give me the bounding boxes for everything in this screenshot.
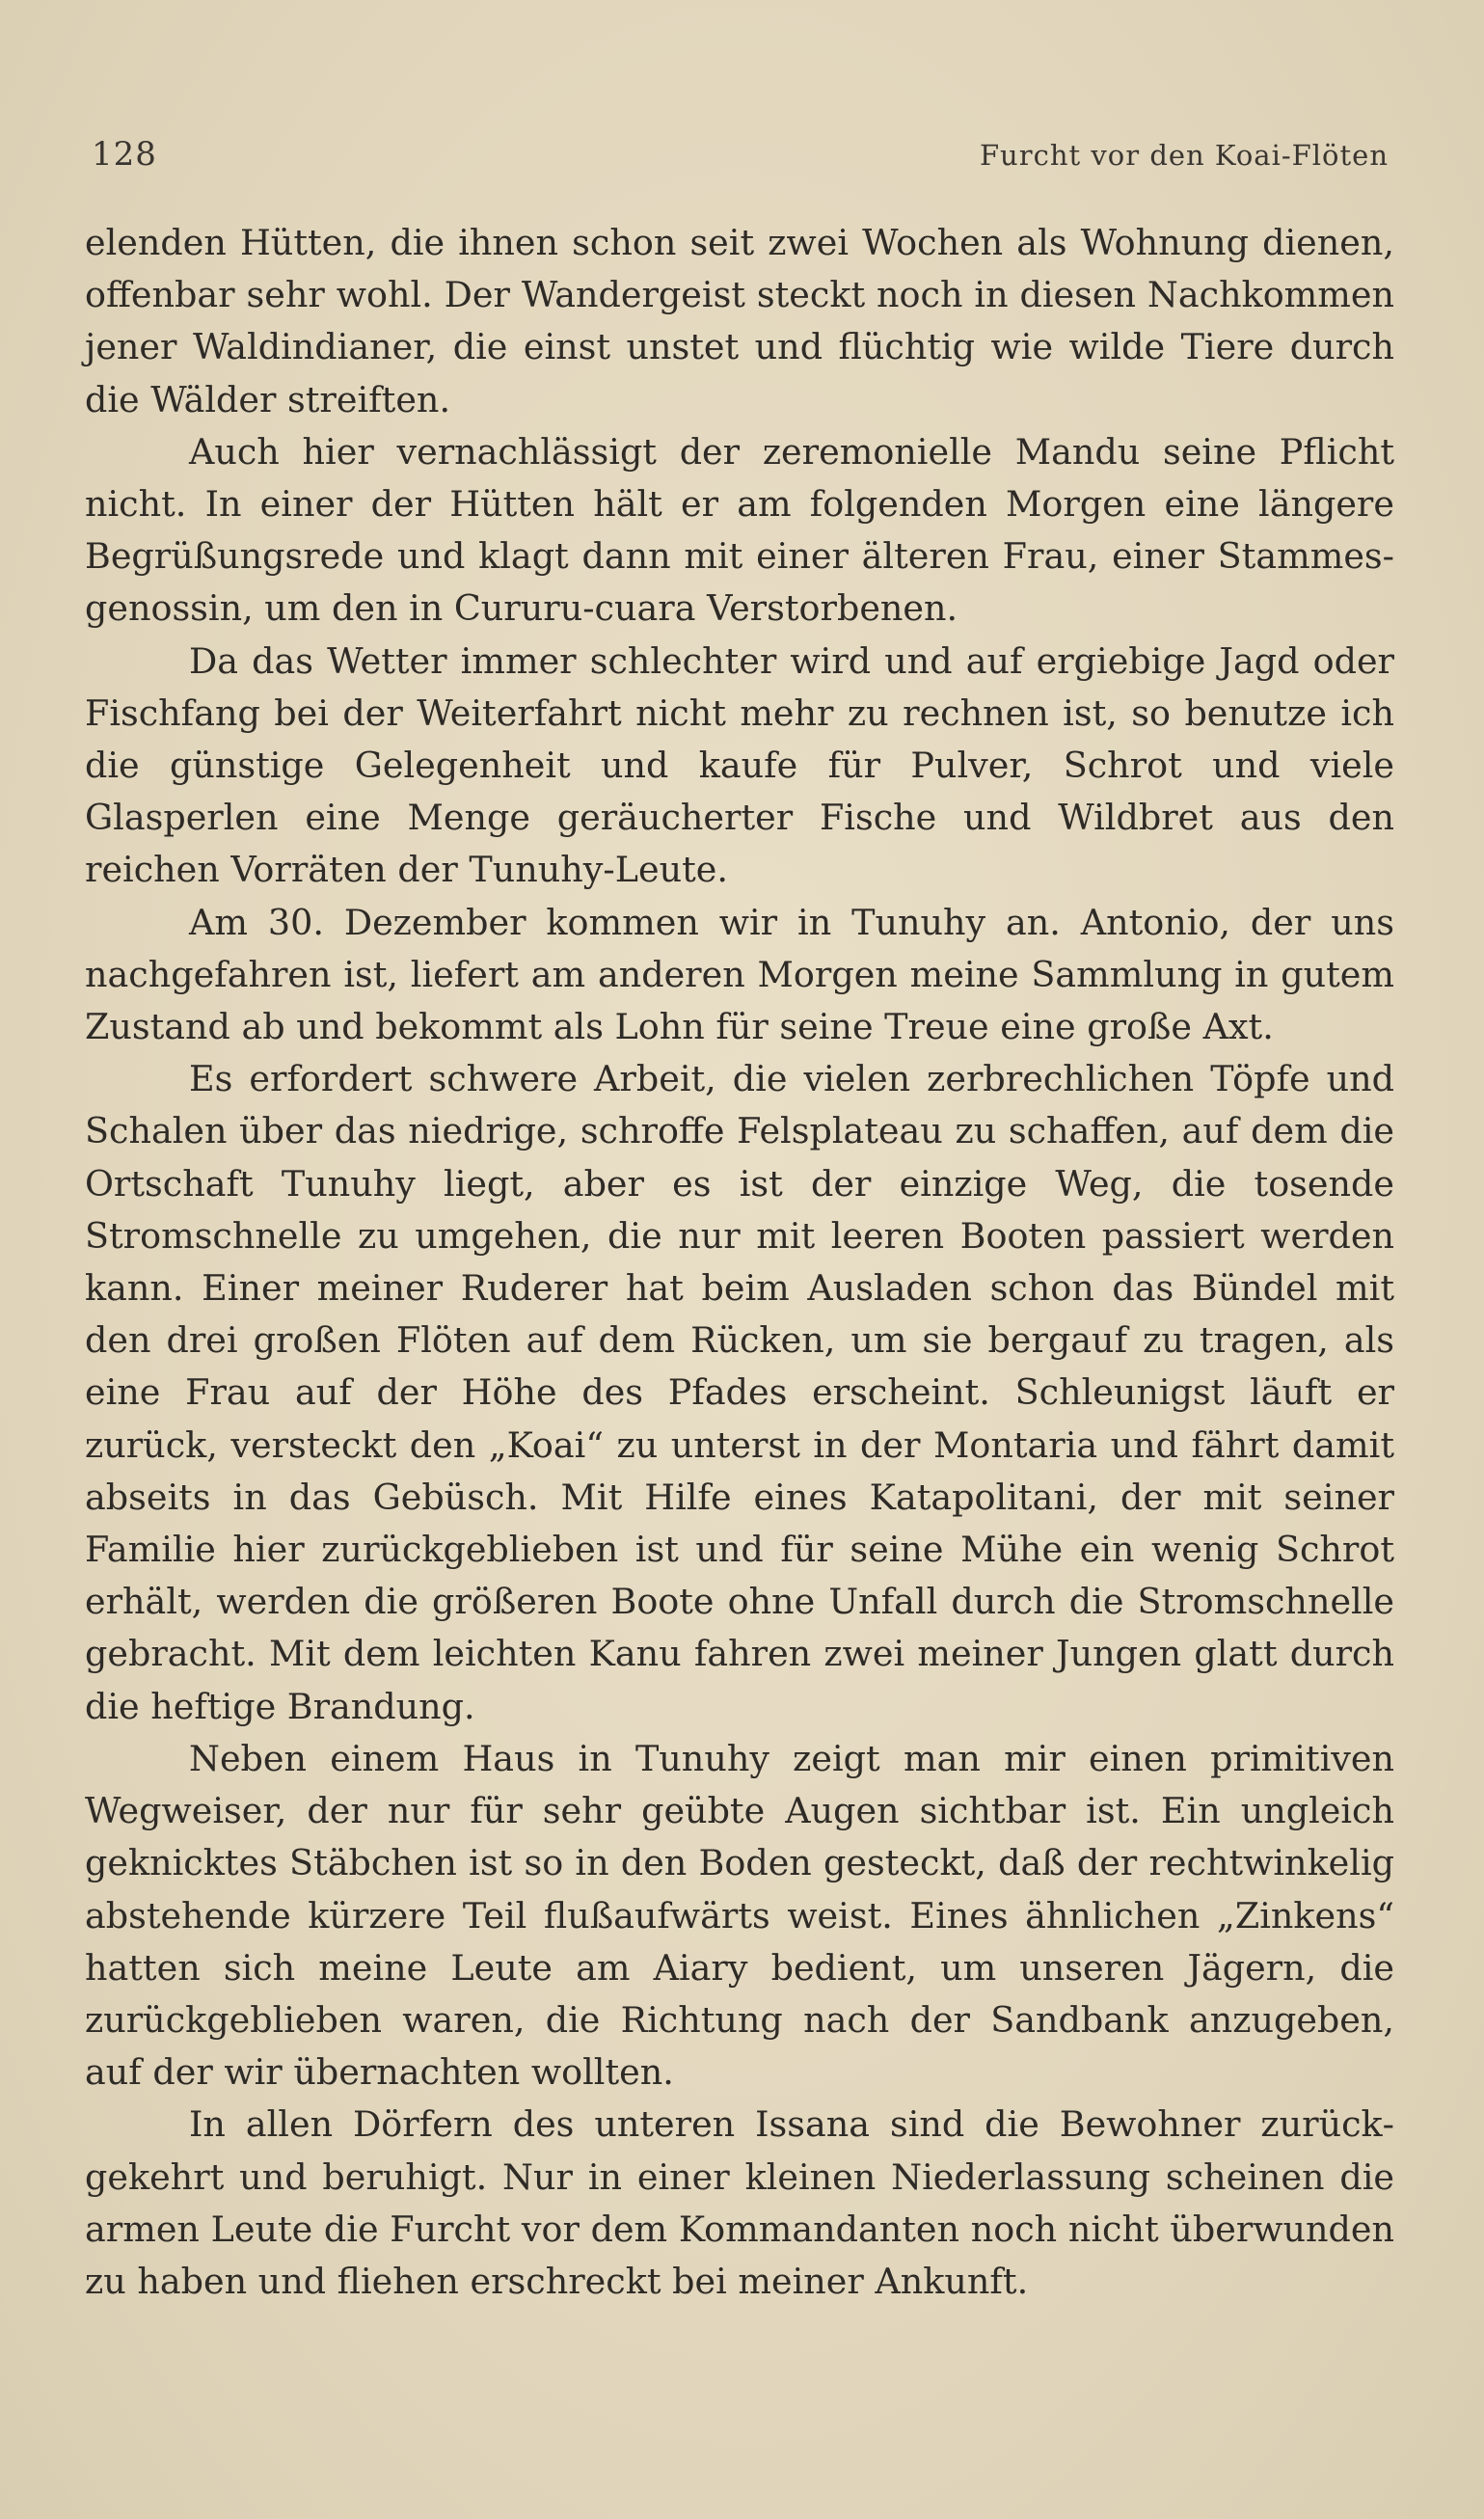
page-header: [92, 135, 1389, 183]
paragraph: Da das Wetter immer schlechter wird und auf ergiebige Jagd oder Fischfang bei der Weiterfahrt nicht mehr zu rechnen ist, so benutze ich die günstige Gelegenheit und kaufe für Pulver, Schrot und viele Glasperlen eine Menge geräucherter Fische und Wildbret aus den reichen Vorräten der Tunuhy-Leute.: [85, 639, 1394, 891]
paragraph: In allen Dörfern des unteren Issana sind die Bewohner zurückgekehrt und beruhigt. Nur in einer kleinen Niederlassung scheinen die armen Leute die Furcht vor dem Kommandanten noch nicht überwunden zu haben und fliehen erschreckt bei meiner Ankunft.: [85, 2103, 1394, 2302]
page-number: 128: [92, 135, 157, 174]
paragraph: Es erfordert schwere Arbeit, die vielen zerbrechlichen Töpfe und Schalen über das niedrige, schroffe Felsplateau zu schaffen, auf dem die Ortschaft Tunuhy liegt, aber es ist der einzige Weg, die tosende Stromschnelle zu umgehen, die nur mit leeren Booten passiert werden kann. Einer meiner Ruderer hat beim Ausladen schon das Bündel mit den drei großen Flöten auf dem Rücken, um sie bergauf zu tragen, als eine Frau auf der Höhe des Pfades erscheint. Schleunigst läuft er zurück, versteckt den „Koai“ zu unterst in der Montaria und fährt damit abseits in das Gebüsch. Mit Hilfe eines Katapolitani, der mit seiner Familie hier zurückgeblieben ist und für seine Mühe ein wenig Schrot erhält, werden die größeren Boote ohne Unfall durch die Stromschnelle gebracht. Mit dem leichten Kanu fahren zwei meiner Jungen glatt durch die heftige Brandung.: [85, 1058, 1394, 1727]
running-title: Furcht vor den Koai-Flöten: [979, 139, 1389, 172]
paragraph: elenden Hütten, die ihnen schon seit zwei Wochen als Wohnung dienen, offenbar sehr wohl. Der Wandergeist steckt noch in diesen Nachkommen jener Waldindianer, die einst unstet und flüchtig wie wilde Tiere durch die Wälder streiften.: [85, 222, 1394, 420]
body-text: [85, 217, 1394, 2308]
paragraph: Am 30. Dezember kommen wir in Tunuhy an. Antonio, der uns nachgefahren ist, liefert am anderen Morgen meine Sammlung in gutem Zustand ab und bekommt als Lohn für seine Treue eine große Axt.: [85, 901, 1394, 1048]
paragraph: Neben einem Haus in Tunuhy zeigt man mir einen primitiven Wegweiser, der nur für sehr geübte Augen sichtbar ist. Ein ungleich geknicktes Stäbchen ist so in den Boden gesteckt, daß der rechtwinkelig abstehende kürzere Teil flußaufwärts weist. Eines ähnlichen „Zinkens“ hatten sich meine Leute am Aiary bedient, um unseren Jägern, die zurückgeblieben waren, die Richtung nach der Sandbank anzugeben, auf der wir übernachten wollten.: [85, 1737, 1394, 2094]
paragraph: Auch hier vernachlässigt der zeremonielle Mandu seine Pflicht nicht. In einer der Hütten hält er am folgenden Morgen eine längere Begrüßungsrede und klagt dann mit einer älteren Frau, einer Stammesgenossin, um den in Cururu-cuara Verstorbenen.: [85, 430, 1394, 630]
